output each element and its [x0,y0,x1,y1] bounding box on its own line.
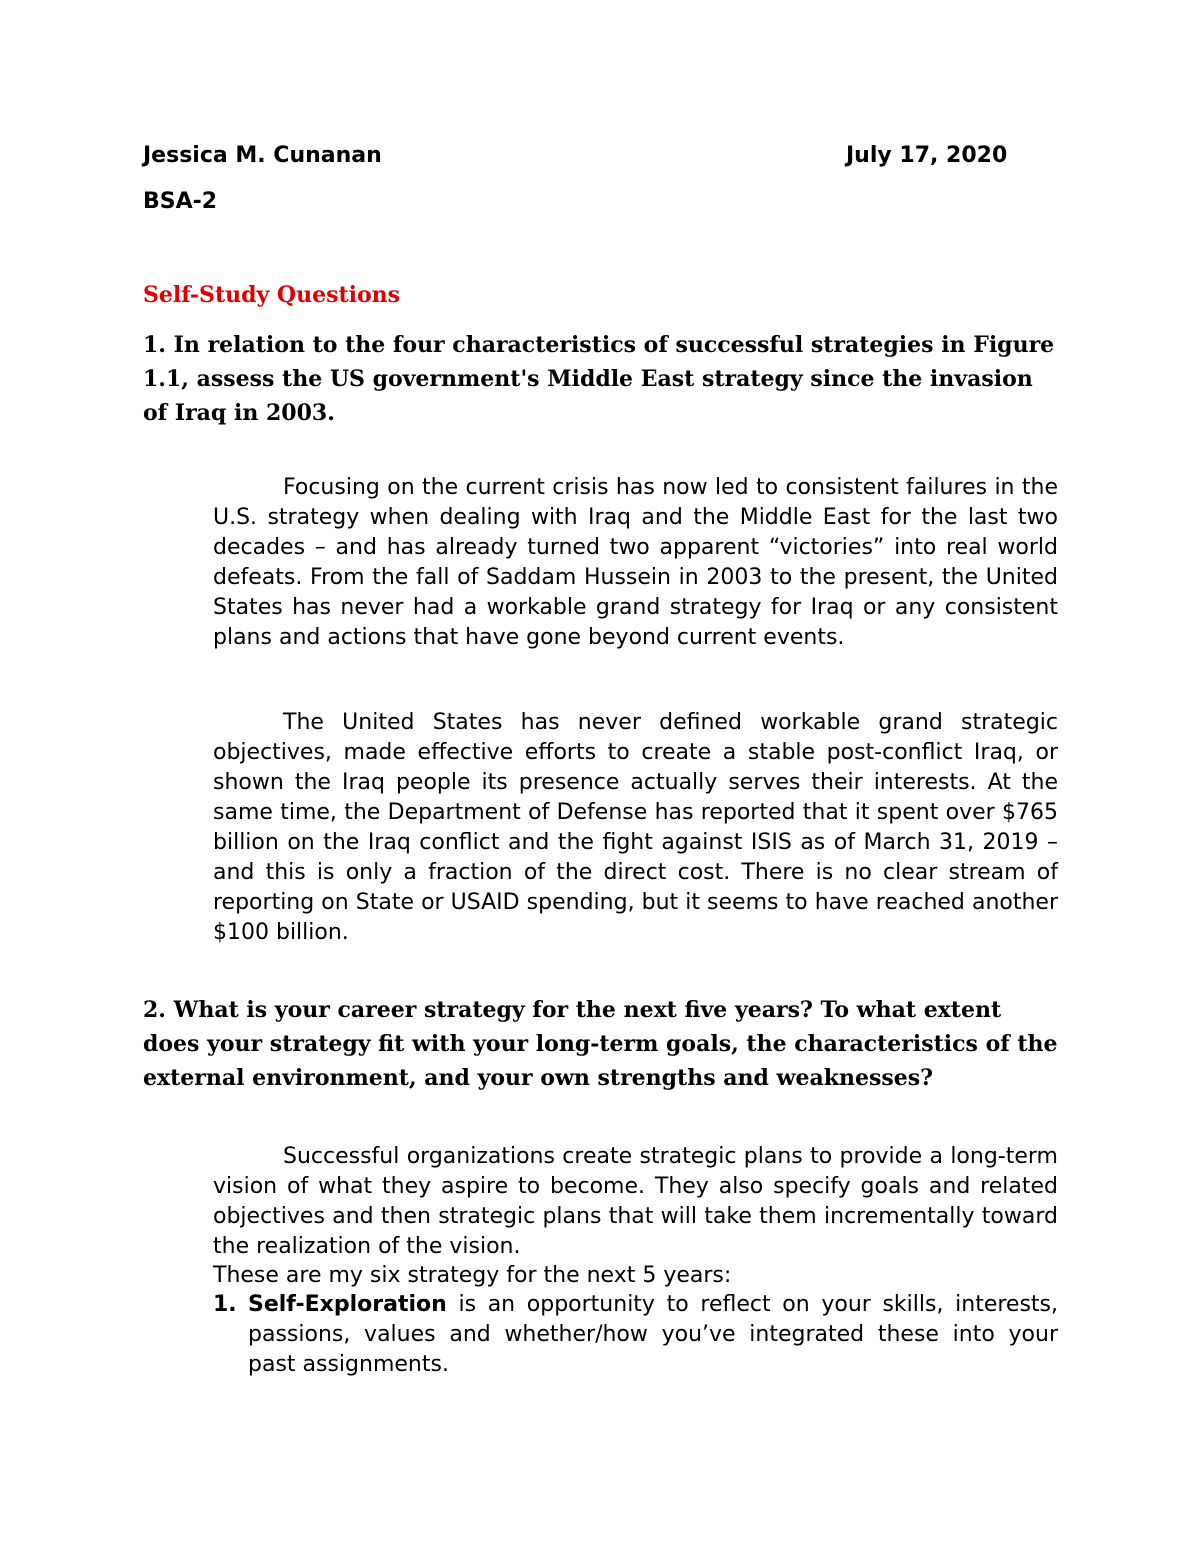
list-item-term: Self-Exploration [248,1292,447,1317]
section-title: Self-Study Questions [143,282,401,308]
answer-1-paragraph-1 [213,473,1058,653]
author-name: Jessica M. Cunanan [143,143,382,168]
list-item-number: 1. [213,1292,237,1317]
question-2: 2. What is your career strategy for the next five years? To what extent does your strategy fit with your long-term goals, the characteristics of the external environment, and your own strengths and weaknesses? [143,997,1058,1091]
class-section: BSA-2 [143,189,218,214]
answer-1-paragraph-2 [213,708,1058,948]
list-item-text: is an opportunity to reflect on your skills, interests, passions, values and whether/how you’ve integrated these into your past assignments. [248,1292,1058,1377]
paragraph-text: Successful organizations create strategic plans to provide a long-term vision of what they aspire to become. They also specify goals and related objectives and then strategic plans that will take them incrementally toward the realization of the vision. [213,1144,1058,1259]
strategy-list [213,1290,1058,1380]
strategy-intro: These are my six strategy for the next 5 years: [213,1263,732,1288]
list-item [213,1290,1058,1380]
answer-2-paragraph-1 [213,1142,1058,1262]
document-date: July 17, 2020 [846,143,1008,168]
paragraph-text: The United States has never defined workable grand strategic objectives, made effective efforts to create a stable post-conflict Iraq, or shown the Iraq people its presence actually serves their interests. At the same time, the Department of Defense has reported that it spent over $765 billion on the Iraq conflict and the fight against ISIS as of March 31, 2019 – and this is only a fraction of the direct cost. There is no clear stream of reporting on State or USAID spending, but it seems to have reached another $100 billion. [213,710,1058,945]
question-1: 1. In relation to the four characteristics of successful strategies in Figure 1.1, assess the US government's Middle East strategy since the invasion of Iraq in 2003. [143,332,1055,426]
paragraph-text: Focusing on the current crisis has now led to consistent failures in the U.S. strategy when dealing with Iraq and the Middle East for the last two decades – and has already turned two apparent “victories” into real world defeats. From the fall of Saddam Hussein in 2003 to the present, the United States has never had a workable grand strategy for Iraq or any consistent plans and actions that have gone beyond current events. [213,475,1058,650]
